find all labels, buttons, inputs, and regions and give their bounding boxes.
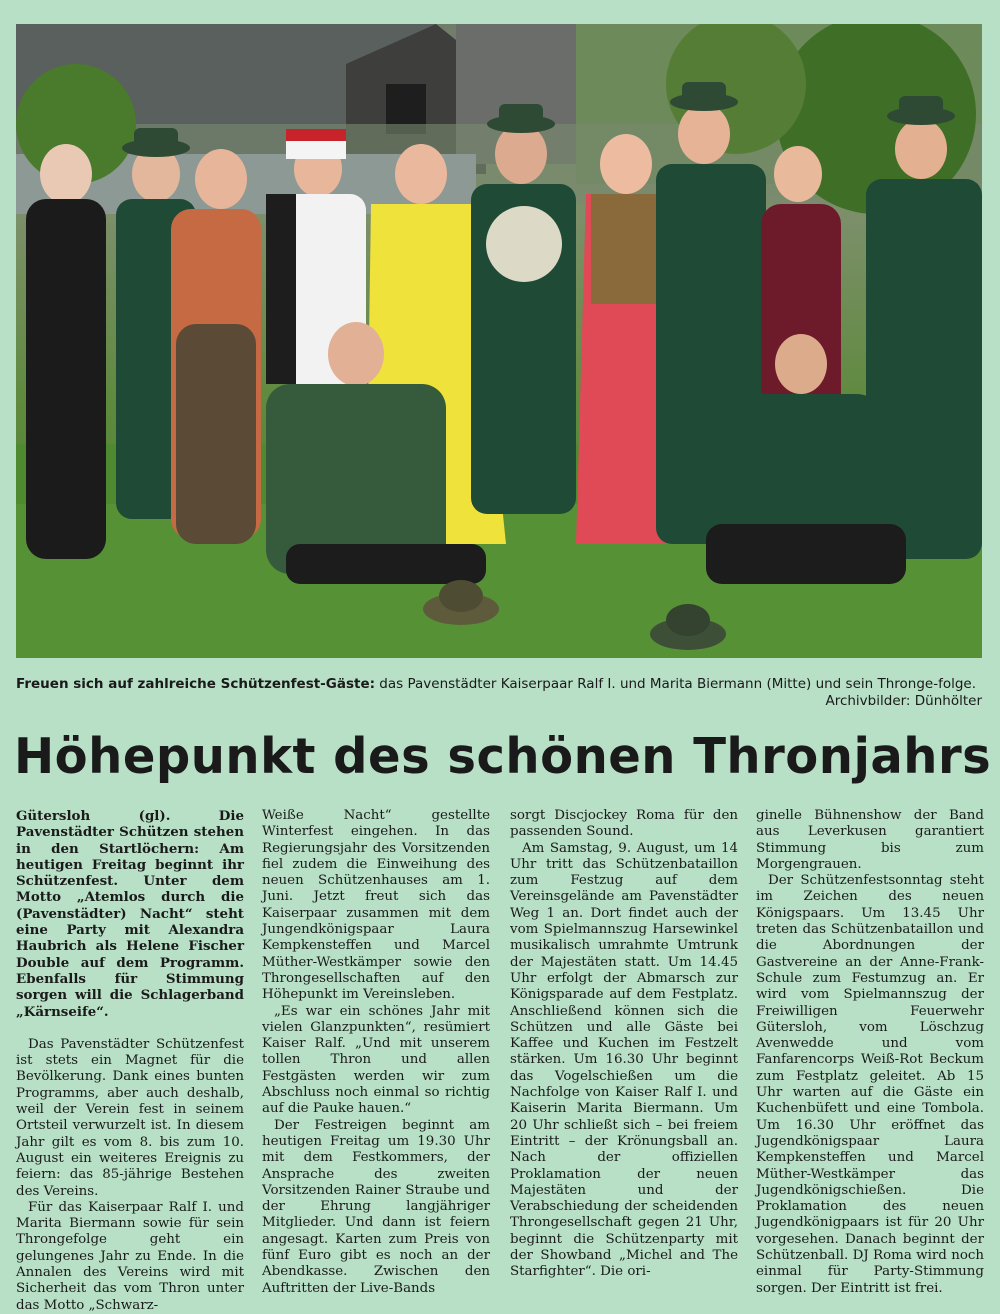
paragraph: sorgt Discjockey Roma für den passenden Sound.: [510, 808, 738, 840]
paragraph: Das Pavenstädter Schützenfest ist stets ein Magnet für die Bevölkerung. Dank eines bunten Programms, aber auch deshalb, weil der Verein fest in seinem Ortsteil verwurzelt ist. In diesem Jahr gilt es vom 8. bis zum 10. August ein weiteres Ereignis zu feiern: das 85-jährige Bestehen des Vereins.: [16, 1036, 244, 1199]
paragraph: Für das Kaiserpaar Ralf I. und Marita Biermann sowie für sein Throngefolge geht ein gelungenes Jahr zu Ende. In die Annalen des Vereins wird mit Sicherheit das vom Thron unter das Motto „Schwarz-: [16, 1199, 244, 1313]
article-column-1: [16, 808, 244, 1314]
caption-lead: Freuen sich auf zahlreiche Schützenfest-Gäste:: [16, 676, 376, 692]
article-headline: Höhepunkt des schönen Thronjahrs: [14, 728, 992, 785]
article-column-4: [756, 808, 984, 1297]
paragraph: ginelle Bühnenshow der Band aus Leverkusen garantiert Stimmung bis zum Morgengrauen.: [756, 808, 984, 872]
paragraph: Weiße Nacht“ gestellte Winterfest eingehen. In das Regierungsjahr des Vorsitzenden fiel zudem die Einweihung des neuen Schützenhauses am 1. Juni. Jetzt freut sich das Kaiserpaar zusammen mit dem Jungendkönigspaar Laura Kempkensteffen und Marcel Müther-Westkämper sowie den Throngesellschaften auf den Höhepunkt im Vereinsleben.: [262, 808, 490, 1003]
paragraph: Der Festreigen beginnt am heutigen Freitag um 19.30 Uhr mit dem Festkommers, der Ansprache des zweiten Vorsitzenden Rainer Straube und der Ehrung langjähriger Mitglieder. Und dann ist feiern angesagt. Karten zum Preis von fünf Euro gibt es noch an der Abendkasse. Zwischen den Auftritten der Live-Bands: [262, 1117, 490, 1296]
photo-caption: [16, 675, 982, 693]
group-photo-illustration: [16, 24, 982, 658]
paragraph: Der Schützenfestsonntag steht im Zeichen des neuen Königspaars. Um 13.45 Uhr treten das Schützenbataillon und die Abordnungen der Gastvereine an der Anne-Frank-Schule zum Festumzug an. Er wird vom Spielmannszug der Freiwilligen Feuerwehr Gütersloh, vom Löschzug Avenwedde und vom Fanfarencorps Weiß-Rot Beckum zum Festplatz geleitet. Ab 15 Uhr warten auf die Gäste ein Kuchenbüfett und eine Tombola. Um 16.30 Uhr eröffnet das Jugendkönigspaar Laura Kempkensteffen und Marcel Müther-Westkämper das Jugendkönigschießen. Die Proklamation des neuen Jugendkönigpaars ist für 20 Uhr vorgesehen. Danach beginnt der Schützenball. DJ Roma wird noch einmal für Party-Stimmung sorgen. Der Eintritt ist frei.: [756, 873, 984, 1296]
article-lead: Gütersloh (gl). Die Pavenstädter Schützen stehen in den Startlöchern: Am heutigen Freitag beginnt ihr Schützenfest. Unter dem Motto „Atemlos durch die (Pavenstädter) Nacht“ steht eine Party mit Alexandra Haubrich als Helene Fischer Double auf dem Programm. Ebenfalls für Stimmung sorgen will die Schlagerband „Kärnseife“.: [16, 808, 244, 1020]
paragraph: Am Samstag, 9. August, um 14 Uhr tritt das Schützenbataillon zum Festzug auf dem Vereinsgelände am Pavenstädter Weg 1 an. Dort findet auch der vom Spielmannszug Harsewinkel musikalisch umrahmte Umtrunk der Majestäten statt. Um 14.45 Uhr erfolgt der Abmarsch zur Königsparade auf dem Festplatz. Anschließend können sich die Schützen und alle Gäste bei Kaffee und Kuchen im Festzelt stärken. Um 16.30 Uhr beginnt das Vogelschießen um die Nachfolge von Kaiser Ralf I. und Kaiserin Marita Biermann. Um 20 Uhr schließt sich – bei freiem Eintritt – der Krönungsball an. Nach der offiziellen Proklamation der neuen Majestäten und der Verabschiedung der scheidenden Throngesellschaft gegen 21 Uhr, beginnt die Schützenparty mit der Showband „Michel and The Starfighter“. Die ori-: [510, 840, 738, 1280]
article-column-2: [262, 808, 490, 1297]
paragraph: „Es war ein schönes Jahr mit vielen Glanzpunkten“, resümiert Kaiser Ralf. „Und mit unserem tollen Thron und allen Festgästen werden wir zum Abschluss noch einmal so richtig auf die Pauke hauen.“: [262, 1003, 490, 1117]
article-column-3: [510, 808, 738, 1281]
photo-credit: Archivbilder: Dünhölter: [825, 693, 982, 709]
group-photo: [16, 24, 982, 658]
caption-text: das Pavenstädter Kaiserpaar Ralf I. und Marita Biermann (Mitte) und sein Thronge-folge.: [375, 676, 977, 692]
